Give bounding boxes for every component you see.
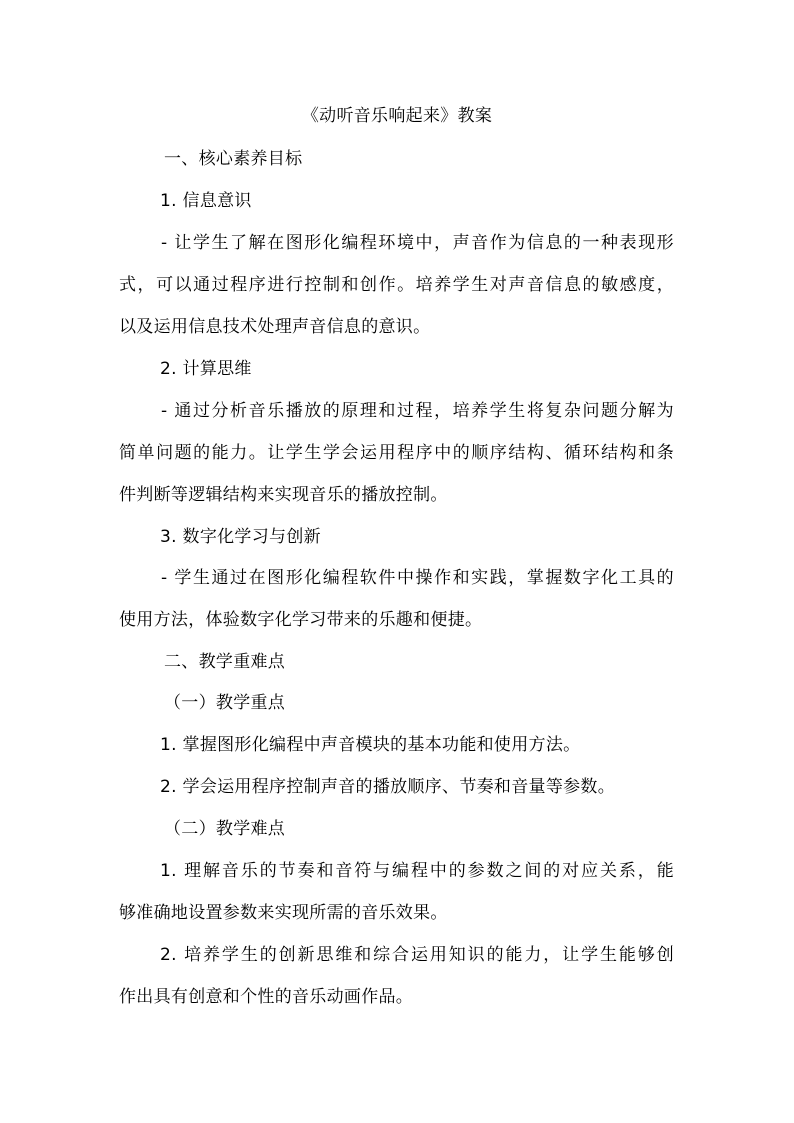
paragraph-line: 件判断等逻辑结构来实现音乐的播放控制。	[119, 485, 448, 505]
section-heading-core-goals: 一、核心素养目标	[164, 149, 303, 169]
paragraph-line: 简单问题的能力。让学生学会运用程序中的顺序结构、循环结构和条	[119, 443, 674, 463]
item-heading-info-awareness: 1. 信息意识	[160, 191, 252, 211]
item-heading-computational-thinking: 2. 计算思维	[160, 359, 252, 379]
section-heading-key-difficult-points: 二、教学重难点	[164, 652, 286, 672]
paragraph-line: - 学生通过在图形化编程软件中操作和实践，掌握数字化工具的	[161, 568, 674, 588]
list-item: 2. 培养学生的创新思维和综合运用知识的能力，让学生能够创	[160, 945, 674, 965]
subsection-heading-key-points: （一）教学重点	[164, 693, 286, 713]
document-title: 《动听音乐响起来》教案	[301, 106, 493, 126]
paragraph-line: 以及运用信息技术处理声音信息的意识。	[119, 317, 431, 337]
paragraph-line: 够准确地设置参数来实现所需的音乐效果。	[119, 903, 448, 923]
paragraph-line: 式，可以通过程序进行控制和创作。培养学生对声音信息的敏感度，	[119, 275, 674, 295]
list-item: 1. 理解音乐的节奏和音符与编程中的参数之间的对应关系，能	[160, 861, 674, 881]
list-item: 2. 学会运用程序控制声音的播放顺序、节奏和音量等参数。	[160, 777, 616, 797]
paragraph-line: 使用方法，体验数字化学习带来的乐趣和便捷。	[119, 610, 483, 630]
item-heading-digital-learning: 3. 数字化学习与创新	[160, 527, 321, 547]
paragraph-line: - 通过分析音乐播放的原理和过程，培养学生将复杂问题分解为	[161, 401, 674, 421]
list-item: 1. 掌握图形化编程中声音模块的基本功能和使用方法。	[160, 735, 581, 755]
paragraph-line: - 让学生了解在图形化编程环境中，声音作为信息的一种表现形	[161, 233, 674, 253]
subsection-heading-difficult-points: （二）教学难点	[164, 819, 286, 839]
paragraph-line: 作出具有创意和个性的音乐动画作品。	[119, 987, 414, 1007]
